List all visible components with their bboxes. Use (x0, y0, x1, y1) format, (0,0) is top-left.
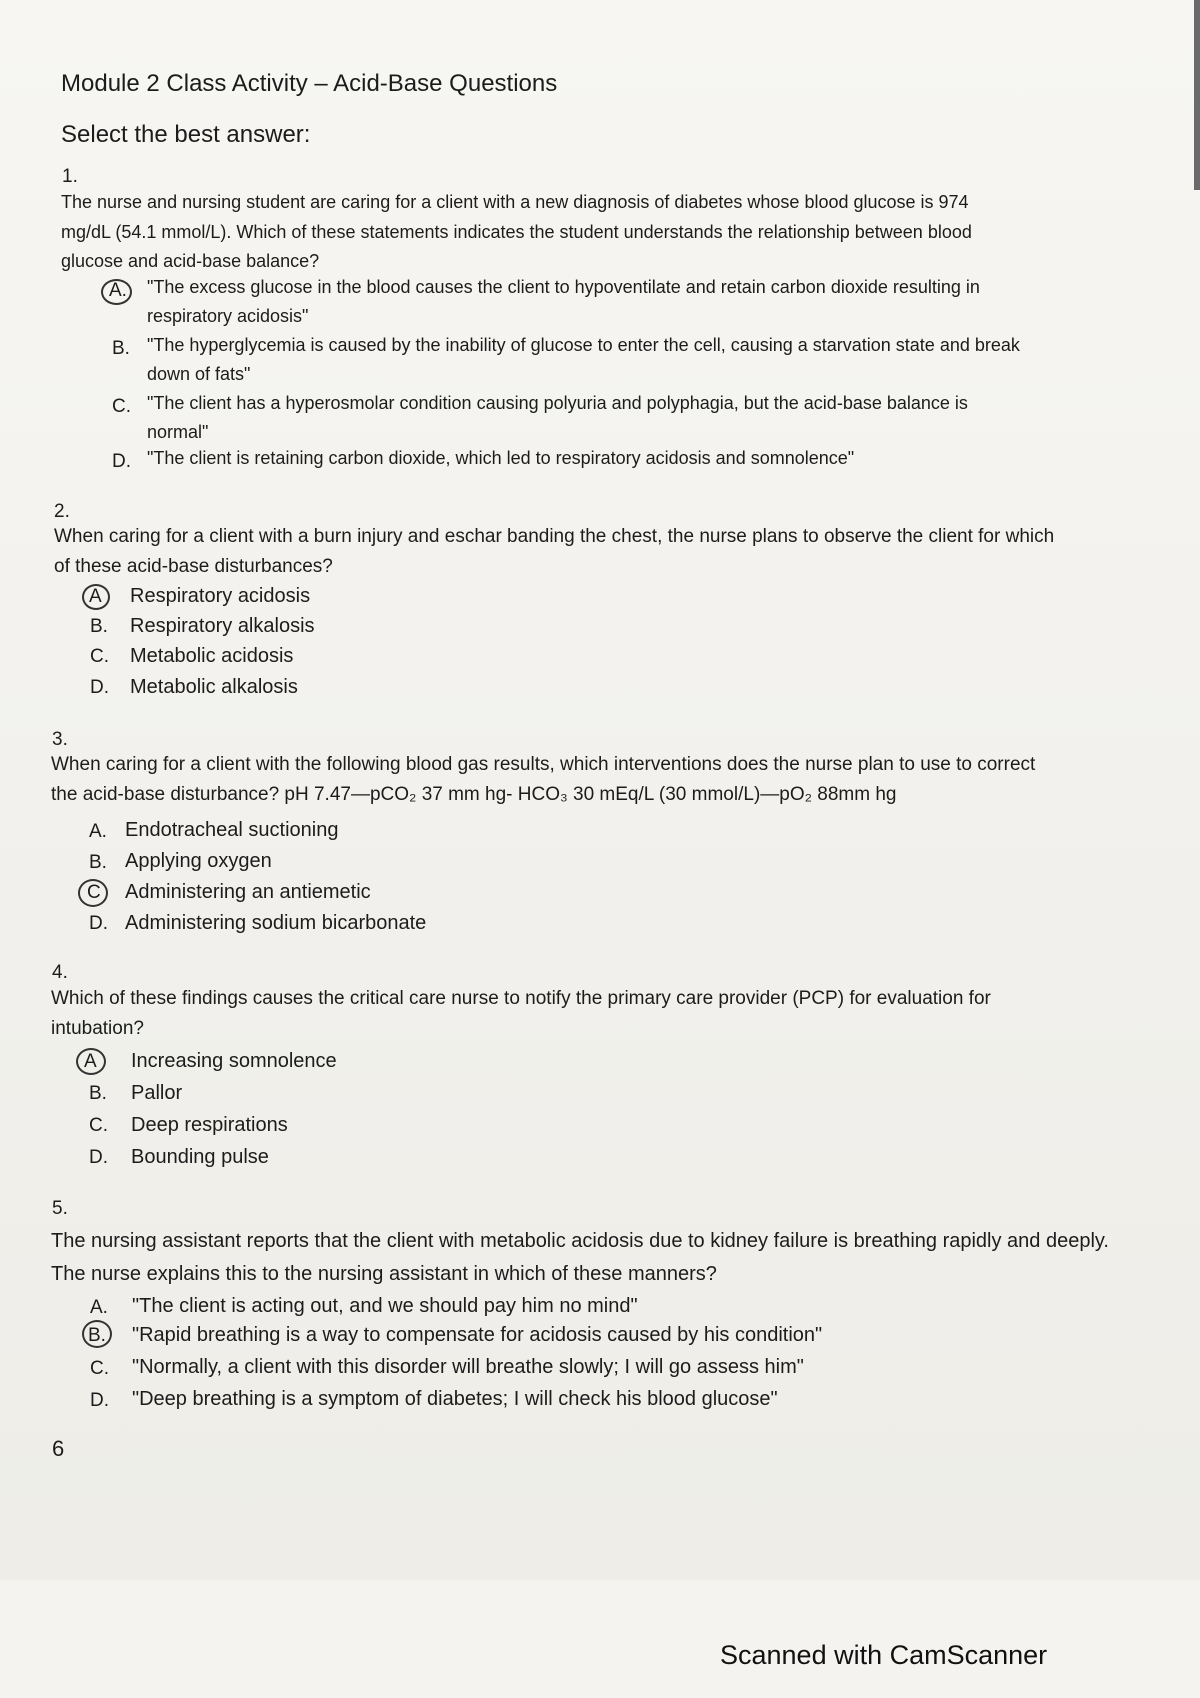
option-letter: B. (88, 1325, 106, 1346)
question-1-number: 1. (62, 166, 78, 187)
question-1-option-d: "The client is retaining carbon dioxide, which led to respiratory acidosis and somnolence" (147, 448, 855, 468)
question-5-option-c: "Normally, a client with this disorder will breathe slowly; I will go assess him" (132, 1356, 804, 1378)
page-number: 6 (52, 1436, 65, 1461)
option-letter: A (84, 1051, 97, 1072)
question-5-number: 5. (52, 1198, 68, 1219)
option-letter: A. (109, 280, 127, 301)
page-title: Module 2 Class Activity – Acid-Base Questions (61, 70, 558, 97)
question-4-number: 4. (52, 962, 68, 983)
option-letter: A. (90, 1297, 108, 1318)
question-5-stem: The nursing assistant reports that the client with metabolic acidosis due to kidney failure is breathing rapidly and deeply. The nurse explains this to the nursing assistant in which of these manners? (51, 1230, 1109, 1285)
option-letter: C. (90, 1358, 109, 1379)
question-1-option-b: "The hyperglycemia is caused by the inability of glucose to enter the cell, causing a starvation state and break down of fats" (147, 335, 1020, 384)
scanner-watermark: Scanned with CamScanner (720, 1640, 1048, 1670)
option-letter: A. (89, 821, 107, 842)
option-letter: C. (89, 1115, 108, 1136)
option-letter: B. (112, 338, 130, 359)
option-letter: C. (112, 396, 131, 417)
question-2-option-b: Respiratory alkalosis (130, 615, 315, 637)
question-3-number: 3. (52, 729, 68, 750)
option-letter: C. (90, 646, 109, 667)
option-letter: D. (89, 1147, 108, 1168)
option-letter: D. (90, 677, 109, 698)
question-2-stem: When caring for a client with a burn injury and eschar banding the chest, the nurse plans to observe the client for which of these acid-base disturbances? (54, 526, 1055, 577)
question-5-option-d: "Deep breathing is a symptom of diabetes; I will check his blood glucose" (132, 1388, 778, 1410)
question-3-option-b: Applying oxygen (125, 850, 272, 872)
question-1-option-c: "The client has a hyperosmolar condition causing polyuria and polyphagia, but the acid-base balance is normal" (147, 393, 968, 442)
question-2-option-c: Metabolic acidosis (130, 645, 294, 667)
question-5-option-b: "Rapid breathing is a way to compensate for acidosis caused by his condition" (132, 1324, 823, 1346)
option-letter: D. (112, 451, 131, 472)
option-letter: B. (89, 852, 107, 873)
question-3-option-d: Administering sodium bicarbonate (125, 912, 427, 934)
question-4-stem: Which of these findings causes the critical care nurse to notify the primary care provider (PCP) for evaluation for intubation? (51, 988, 991, 1039)
option-letter: B. (89, 1083, 107, 1104)
question-3-option-c: Administering an antiemetic (125, 881, 371, 903)
scan-edge-shadow (1194, 0, 1200, 190)
option-letter: B. (90, 616, 108, 637)
question-3-option-a: Endotracheal suctioning (125, 819, 339, 841)
question-4-option-a: Increasing somnolence (131, 1050, 337, 1072)
question-3-stem: When caring for a client with the following blood gas results, which interventions does the nurse plan to use to correct the acid-base disturbance? pH 7.47—pCO₂ 37 mm hg- HCO₃ 30 mEq/L (30 mmol/L)—pO₂ 88mm hg (51, 754, 1036, 805)
instructions: Select the best answer: (61, 121, 311, 148)
option-letter: C (87, 882, 101, 903)
question-1-stem: The nurse and nursing student are caring for a client with a new diagnosis of diabetes whose blood glucose is 974 mg/dL (54.1 mmol/L). Which of these statements indicates the student understands the relationship between blood glucose and acid-base balance? (61, 192, 972, 271)
question-4-option-c: Deep respirations (131, 1114, 288, 1136)
option-letter: D. (90, 1390, 109, 1411)
question-2-option-a: Respiratory acidosis (130, 585, 311, 607)
question-1-option-a: "The excess glucose in the blood causes the client to hypoventilate and retain carbon dioxide resulting in respiratory acidosis" (147, 277, 980, 326)
question-4-option-b: Pallor (131, 1082, 183, 1104)
option-letter: D. (89, 913, 108, 934)
question-2-number: 2. (54, 501, 70, 522)
question-2-option-d: Metabolic alkalosis (130, 676, 298, 698)
question-4-option-d: Bounding pulse (131, 1146, 269, 1168)
option-letter: A (89, 586, 102, 607)
question-5-option-a: "The client is acting out, and we should pay him no mind" (132, 1295, 638, 1317)
